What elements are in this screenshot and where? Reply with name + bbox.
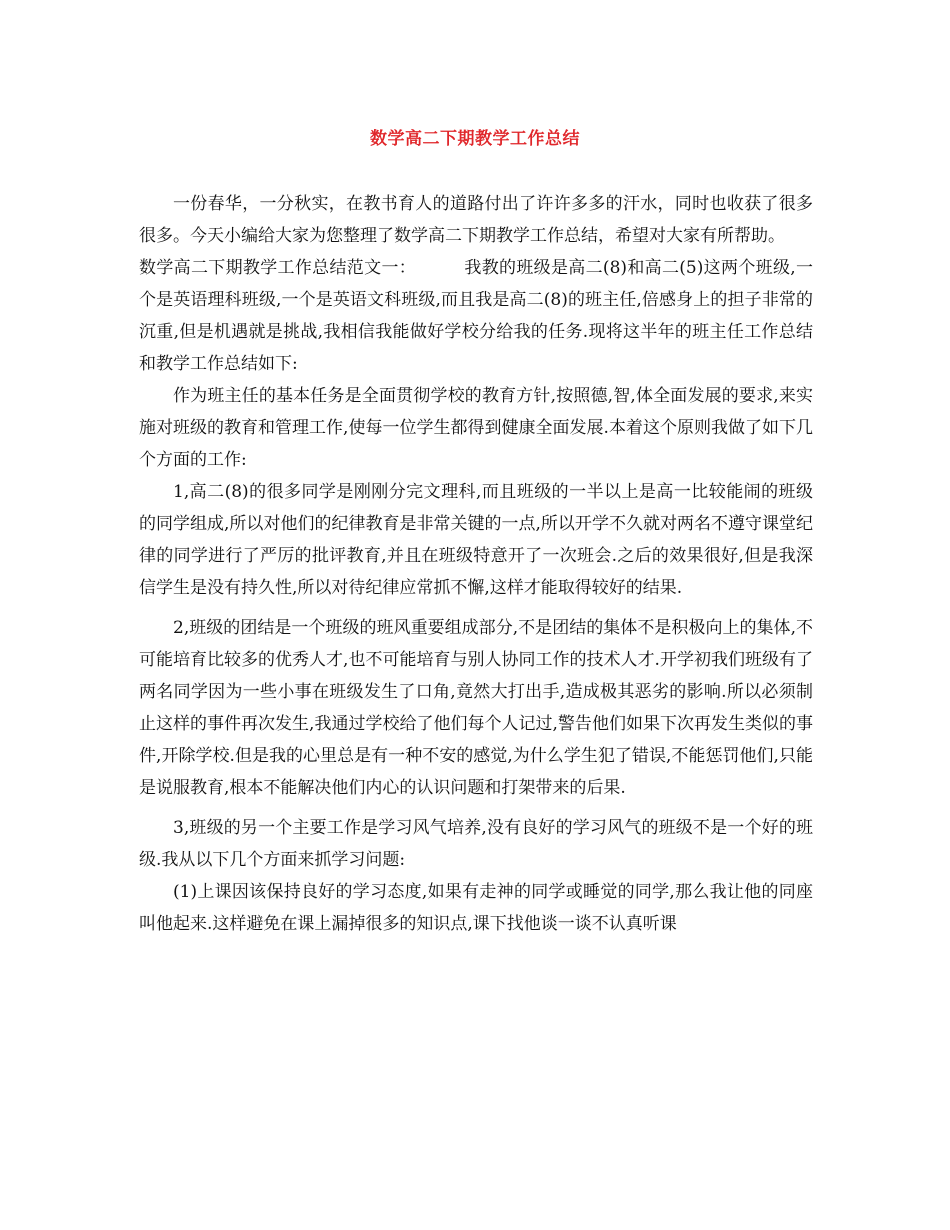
task-paragraph: 作为班主任的基本任务是全面贯彻学校的教育方针,按照德,智,体全面发展的要求,来实施对班级的教育和管理工作,使每一位学生都得到健康全面发展.本着这个原则我做了如下几个方面的工作: <box>139 386 813 470</box>
sample-heading: 数学高二下期教学工作总结范文一： <box>139 258 417 278</box>
sample-text: 我教的班级是高二(8)和高二(5)这两个班级,一个是英语理科班级,一个是英语文科班级,而且我是高二(8)的班主任,倍感身上的担子非常的沉重,但是机遇就是挑战,我相信我能做好学校分给我的任务.现将这半年的班主任工作总结和教学工作总结如下: <box>139 258 813 374</box>
document-title: 数学高二下期教学工作总结 <box>370 129 580 149</box>
intro-paragraph: 一份春华，一分秋实，在教书育人的道路付出了许许多多的汗水，同时也收获了很多很多。今天小编给大家为您整理了数学高二下期教学工作总结，希望对大家有所帮助。 <box>139 194 813 246</box>
point-1-paragraph: 1,高二(8)的很多同学是刚刚分完文理科,而且班级的一半以上是高一比较能闹的班级的同学组成,所以对他们的纪律教育是非常关键的一点,所以开学不久就对两名不遵守课堂纪律的同学进行了严厉的批评教育,并且在班级特意开了一次班会.之后的效果很好,但是我深信学生是没有持久性,所以对待纪律应常抓不懈,这样才能取得较好的结果. <box>139 482 813 598</box>
point-3-1-paragraph: (1)上课因该保持良好的学习态度,如果有走神的同学或睡觉的同学,那么我让他的同座叫他起来.这样避免在课上漏掉很多的知识点,课下找他谈一谈不认真听课 <box>139 882 813 934</box>
document-body <box>139 188 813 940</box>
point-2-paragraph: 2,班级的团结是一个班级的班风重要组成部分,不是团结的集体不是积极向上的集体,不可能培育比较多的优秀人才,也不可能培育与别人协同工作的技术人才.开学初我们班级有了两名同学因为一些小事在班级发生了口角,竟然大打出手,造成极其恶劣的影响.所以必须制止这样的事件再次发生,我通过学校给了他们每个人记过,警告他们如果下次再发生类似的事件,开除学校.但是我的心里总是有一种不安的感觉,为什么学生犯了错误,不能惩罚他们,只能是说服教育,根本不能解决他们内心的认识问题和打架带来的后果. <box>139 618 813 798</box>
point-3-paragraph: 3,班级的另一个主要工作是学习风气培养,没有良好的学习风气的班级不是一个好的班级.我从以下几个方面来抓学习问题: <box>139 818 813 870</box>
sample-paragraph <box>139 252 813 380</box>
